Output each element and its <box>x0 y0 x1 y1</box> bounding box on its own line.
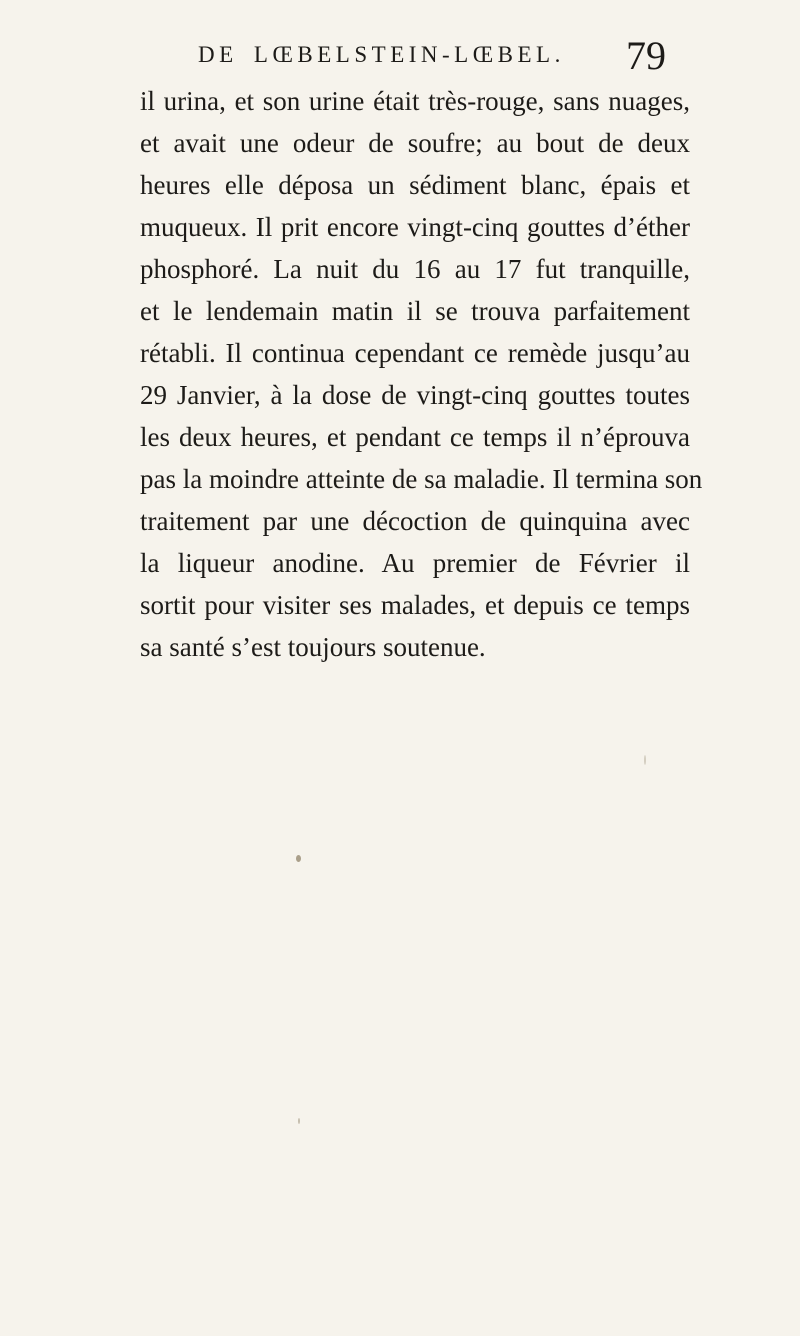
body-text <box>140 80 703 668</box>
text-line: traitement par une décoction de quinquina avec <box>140 506 690 536</box>
paper-speck <box>644 755 646 765</box>
text-line: et avait une odeur de soufre; au bout de deux <box>140 128 690 158</box>
text-line: rétabli. Il continua cependant ce remède jusqu’au <box>140 338 690 368</box>
text-line: muqueux. Il prit encore vingt-cinq gouttes d’éther <box>140 212 690 242</box>
text-line: pas la moindre atteinte de sa maladie. Il termina son <box>140 464 703 494</box>
text-line: 29 Janvier, à la dose de vingt-cinq gouttes toutes <box>140 380 690 410</box>
text-line: phosphoré. La nuit du 16 au 17 fut tranquille, <box>140 254 690 284</box>
text-line: les deux heures, et pendant ce temps il n’éprouva <box>140 422 690 452</box>
text-line: la liqueur anodine. Au premier de Février il <box>140 548 690 578</box>
page-number: 79 <box>626 33 666 78</box>
running-header <box>0 33 800 78</box>
paper-speck <box>296 855 301 862</box>
text-line: sa santé s’est toujours soutenue. <box>140 632 486 662</box>
text-line: et le lendemain matin il se trouva parfaitement <box>140 296 690 326</box>
paper-speck <box>298 1118 300 1124</box>
text-line: heures elle déposa un sédiment blanc, épais et <box>140 170 690 200</box>
text-line: sortit pour visiter ses malades, et depuis ce temps <box>140 590 690 620</box>
running-title: DE LŒBELSTEIN-LŒBEL. <box>198 42 565 67</box>
text-line: il urina, et son urine était très-rouge, sans nuages, <box>140 86 690 116</box>
